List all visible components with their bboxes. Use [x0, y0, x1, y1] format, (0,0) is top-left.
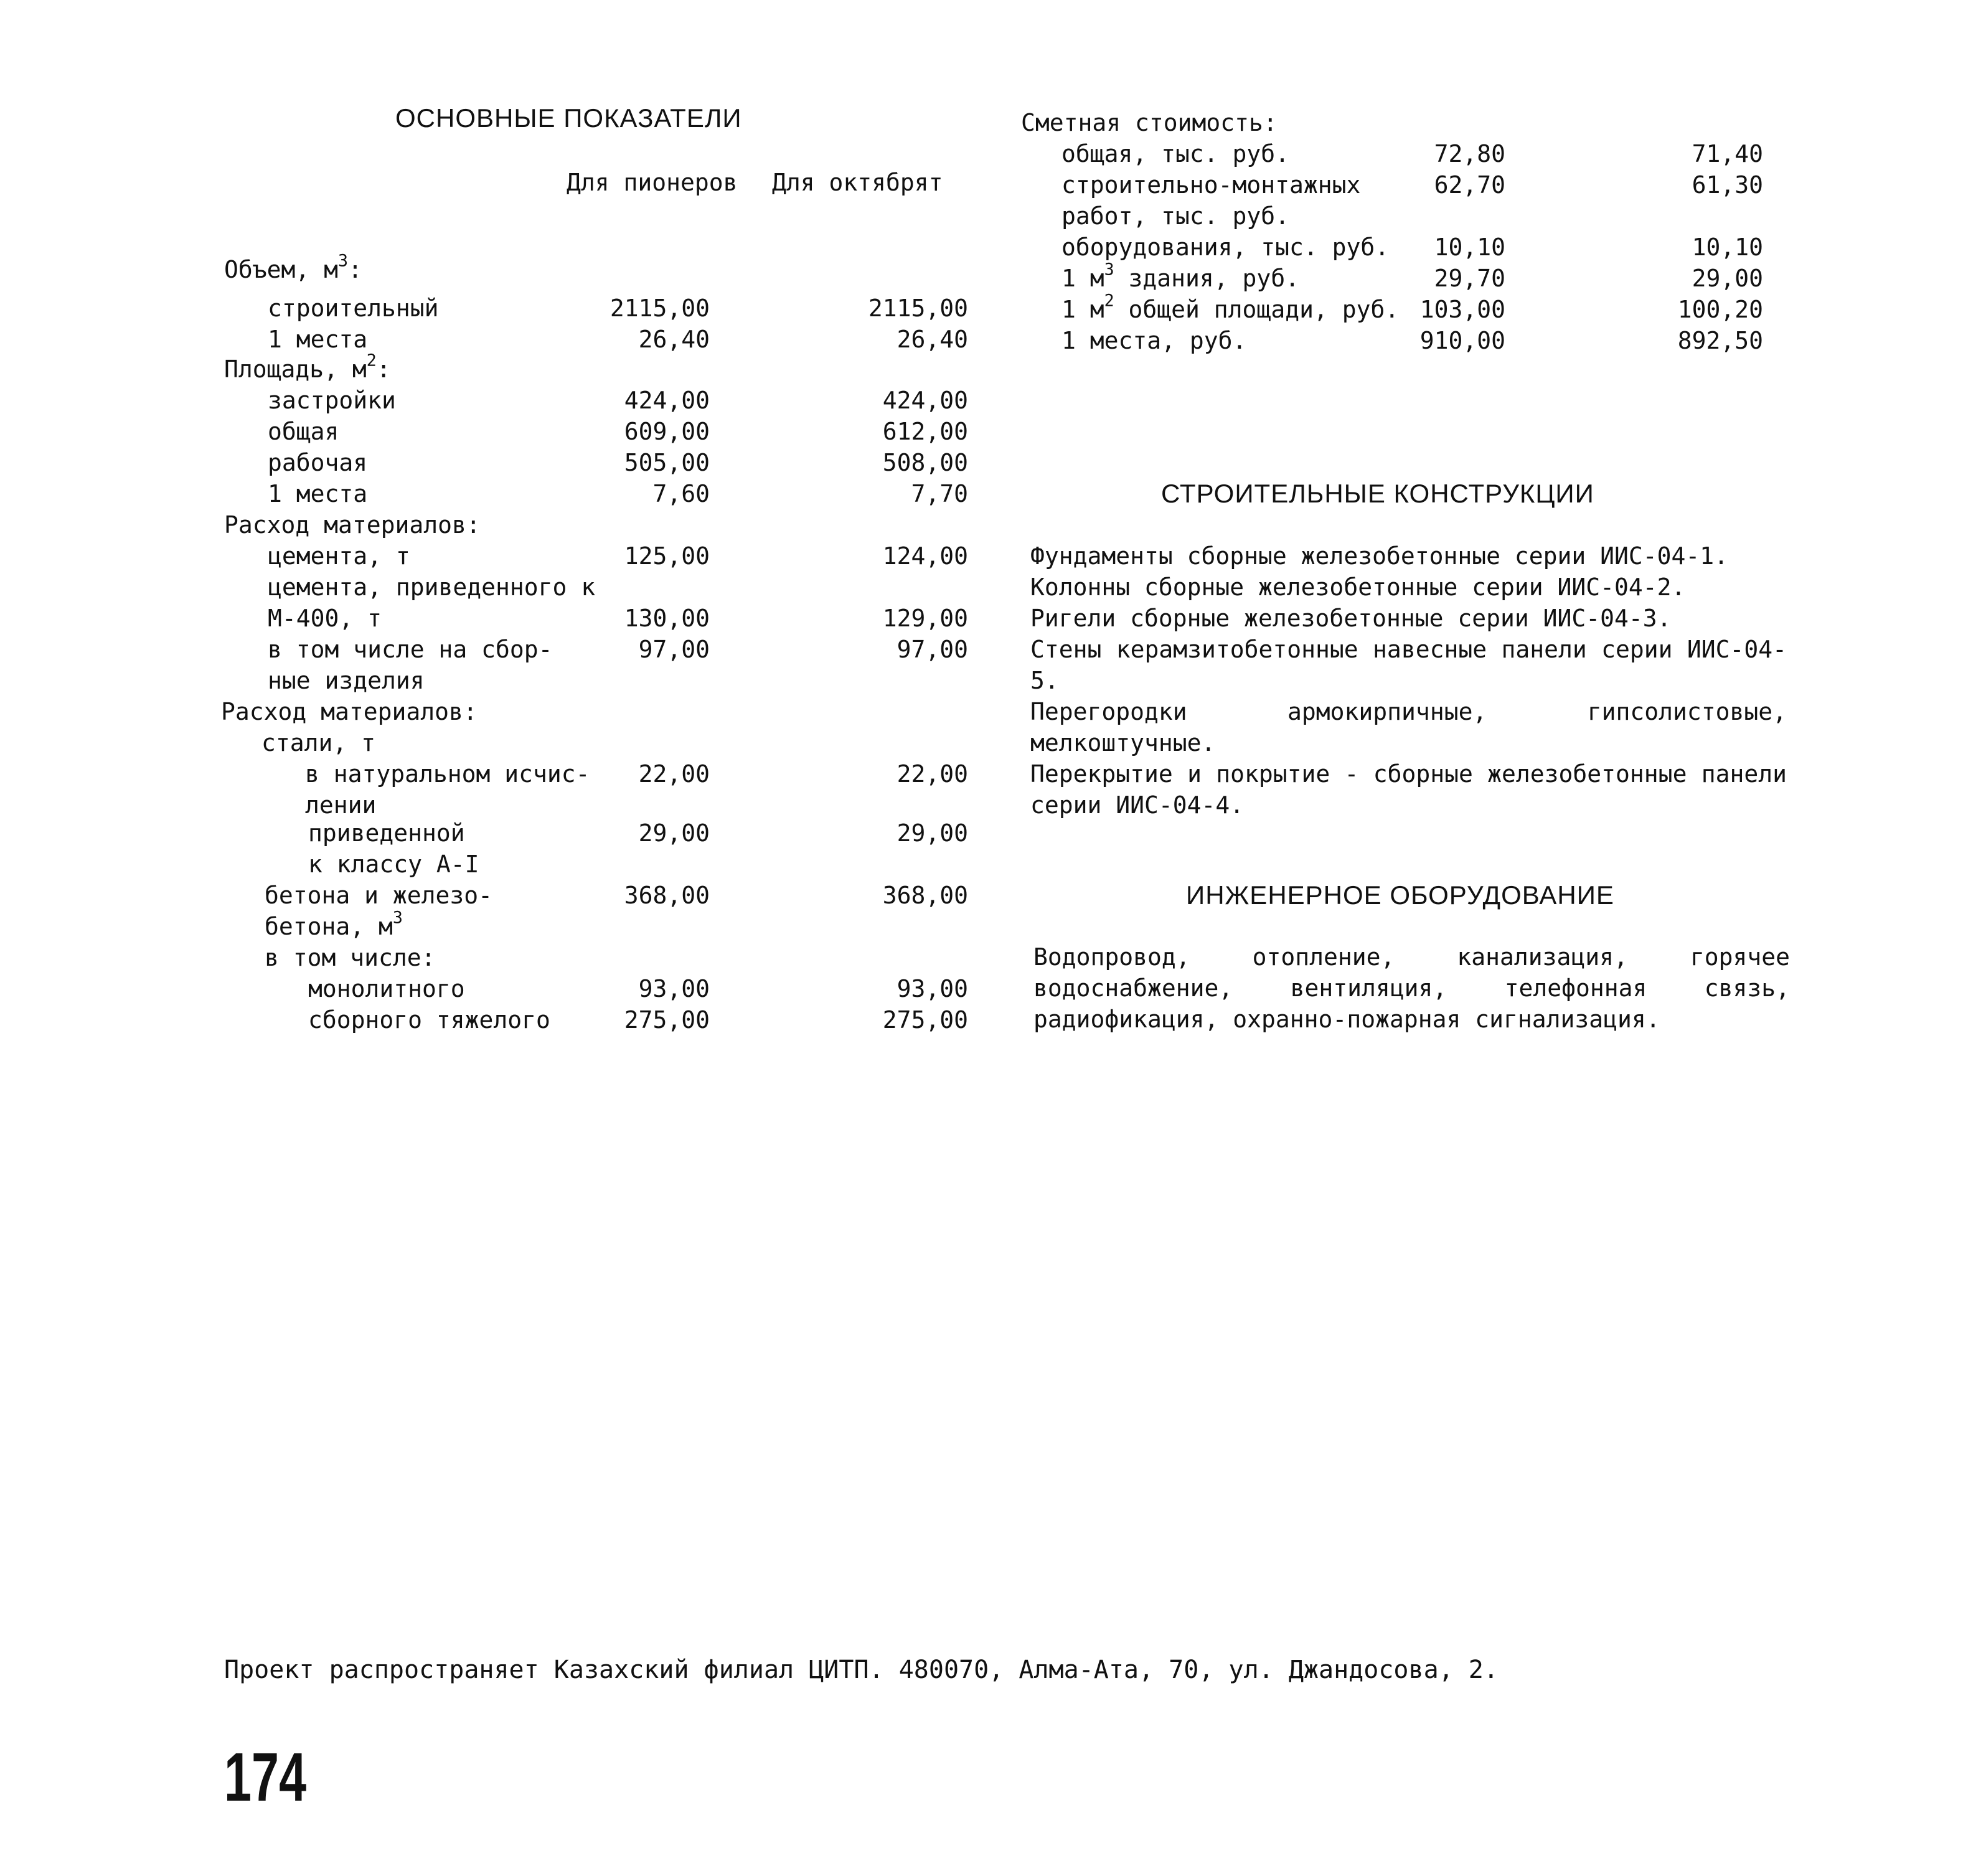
row-label: ные изделия: [268, 667, 425, 694]
value-pioneers: 609,00: [624, 418, 710, 445]
value-octobrists: 22,00: [897, 760, 968, 788]
row-label: застройки: [268, 387, 396, 414]
row-label: стали, т: [261, 729, 376, 757]
row-label: оборудования, тыс. руб.: [1061, 233, 1390, 261]
constructions-title: СТРОИТЕЛЬНЫЕ КОНСТРУКЦИИ: [1161, 479, 1594, 508]
row-label: к классу А-I: [308, 851, 479, 878]
value-pioneers: 125,00: [624, 542, 710, 570]
value-octobrists: 26,40: [897, 326, 968, 353]
value-octobrists: 124,00: [882, 542, 968, 570]
row-label: цемента, т: [268, 542, 410, 570]
row-label: в том числе на сбор-: [268, 636, 553, 663]
row-label: бетона, $м^3$: [265, 908, 403, 940]
value-pioneers: 505,00: [624, 449, 710, 476]
construction-item: Стены керамзитобетонные навесные панели серии ИИС-04-5.: [1030, 636, 1787, 694]
row-label: общая, тыс. руб.: [1061, 140, 1290, 167]
value-octobrists: 129,00: [882, 605, 968, 632]
value-octobrists: 93,00: [897, 975, 968, 1002]
row-label: Объем, $м^3$:: [224, 251, 362, 283]
value-pioneers: 424,00: [624, 387, 710, 414]
row-label: приведенной: [308, 819, 465, 847]
value-pioneers: 72,80: [1434, 140, 1505, 167]
engineering-title: ИНЖЕНЕРНОЕ ОБОРУДОВАНИЕ: [1186, 880, 1614, 910]
value-octobrists: 61,30: [1692, 171, 1763, 199]
construction-item: Колонны сборные железобетонные серии ИИС-04-2.: [1030, 573, 1686, 601]
value-octobrists: 508,00: [882, 449, 968, 476]
column-header-pioneers: Для пионеров: [567, 169, 738, 196]
value-octobrists: 29,00: [1692, 265, 1763, 292]
constructions-list: [1030, 540, 1787, 821]
value-pioneers: 97,00: [638, 636, 710, 663]
distribution-note: Проект распространяет Казахский филиал ЦИТП. 480070, Алма-Ата, 70, ул. Джандосова, 2.: [224, 1656, 1499, 1684]
page-number: 174: [224, 1739, 307, 1816]
indicators-title: ОСНОВНЫЕ ПОКАЗАТЕЛИ: [395, 103, 742, 133]
value-octobrists: 100,20: [1677, 296, 1763, 323]
value-octobrists: 892,50: [1677, 327, 1763, 354]
value-pioneers: 7,60: [652, 480, 710, 507]
row-label: работ, тыс. руб.: [1061, 202, 1290, 230]
row-label: М-400, т: [268, 605, 382, 632]
value-pioneers: 910,00: [1419, 327, 1505, 354]
row-label: 1 места: [268, 480, 368, 507]
row-label: 1 места: [268, 326, 368, 353]
row-label: монолитного: [308, 975, 465, 1002]
engineering-text: Водопровод, отопление, канализация, горячее водоснабжение, вентиляция, телефонная связь, радиофикация, охранно-пожарная сигнализация.: [1033, 943, 1790, 1033]
value-pioneers: 275,00: [624, 1006, 710, 1034]
value-octobrists: 612,00: [882, 418, 968, 445]
value-pioneers: 29,70: [1434, 265, 1505, 292]
value-pioneers: 10,10: [1434, 233, 1505, 261]
value-octobrists: 97,00: [897, 636, 968, 663]
row-label: 1 $м^3$ здания, руб.: [1061, 260, 1300, 292]
value-pioneers: 2115,00: [609, 295, 710, 322]
row-label: бетона и железо-: [265, 882, 493, 909]
value-octobrists: 2115,00: [868, 295, 968, 322]
row-label: в том числе:: [265, 944, 436, 971]
value-pioneers: 29,00: [638, 819, 710, 847]
row-label: цемента, приведенного к: [268, 573, 596, 601]
construction-item: Ригели сборные железобетонные серии ИИС-04-3.: [1030, 605, 1672, 632]
value-pioneers: 368,00: [624, 882, 710, 909]
construction-item: Фундаменты сборные железобетонные серии ИИС-04-1.: [1030, 542, 1729, 570]
row-label: 1 $м^2$ общей площади, руб.: [1061, 291, 1400, 323]
row-label: сборного тяжелого: [308, 1006, 550, 1034]
row-label: рабочая: [268, 449, 368, 476]
value-octobrists: 10,10: [1692, 233, 1763, 261]
value-pioneers: 26,40: [638, 326, 710, 353]
value-pioneers: 130,00: [624, 605, 710, 632]
row-label: 1 места, руб.: [1061, 327, 1247, 354]
value-octobrists: 275,00: [882, 1006, 968, 1034]
row-label: Площадь, $м^2$:: [224, 351, 391, 383]
row-label: общая: [268, 418, 339, 445]
value-octobrists: 368,00: [882, 882, 968, 909]
row-label: в натуральном исчис-: [305, 760, 590, 788]
row-label: лении: [305, 791, 377, 819]
value-octobrists: 424,00: [882, 387, 968, 414]
construction-item: Перекрытие и покрытие - сборные железобетонные панели серии ИИС-04-4.: [1030, 760, 1787, 819]
construction-item: Перегородки армокирпичные, гипсолистовые, мелкоштучные.: [1030, 698, 1787, 757]
value-pioneers: 22,00: [638, 760, 710, 788]
row-label: строительно-монтажных: [1061, 171, 1361, 199]
value-octobrists: 29,00: [897, 819, 968, 847]
cost-title: Сметная стоимость:: [1021, 109, 1278, 136]
value-pioneers: 103,00: [1419, 296, 1505, 323]
value-pioneers: 62,70: [1434, 171, 1505, 199]
row-label: Расход материалов:: [224, 511, 481, 539]
value-octobrists: 71,40: [1692, 140, 1763, 167]
row-label: Расход материалов:: [221, 698, 478, 725]
row-label: строительный: [268, 295, 439, 322]
value-pioneers: 93,00: [638, 975, 710, 1002]
column-header-octobrists: Для октябрят: [772, 169, 943, 196]
value-octobrists: 7,70: [911, 480, 968, 507]
